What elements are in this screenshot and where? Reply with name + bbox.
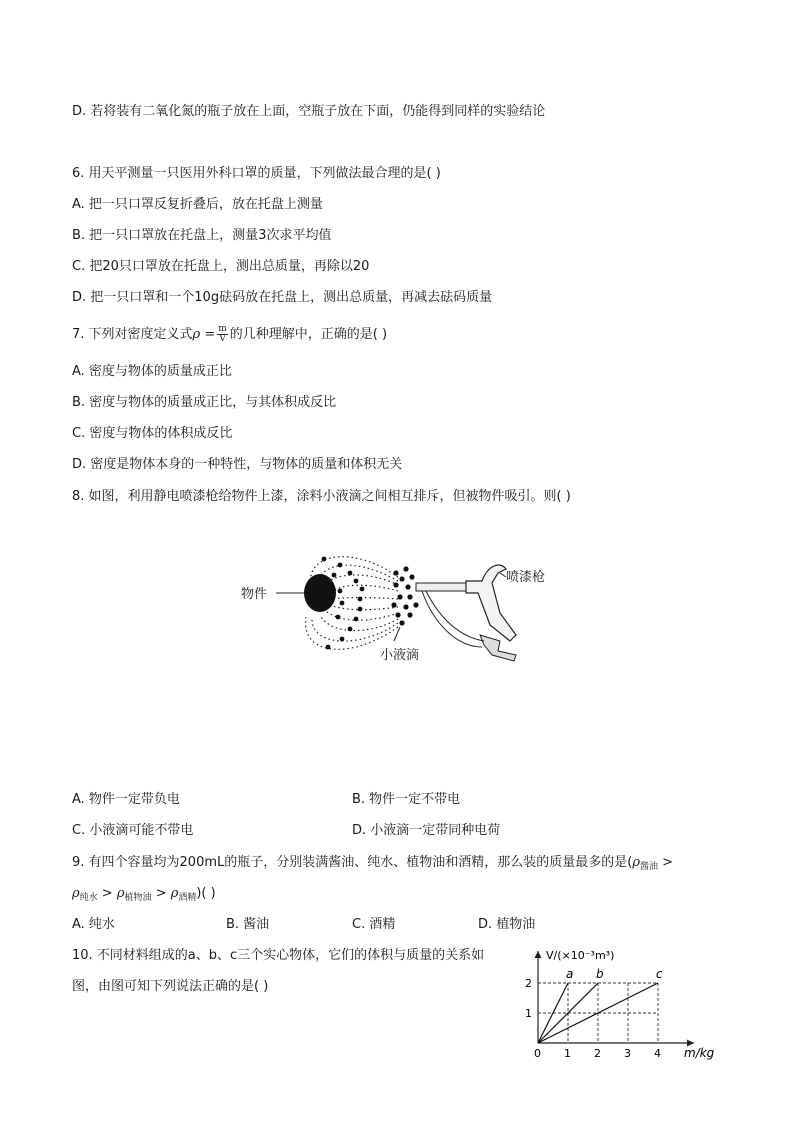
x-tick-0: 0 xyxy=(534,1047,541,1060)
q9-rho-alcohol: ρ xyxy=(170,886,179,901)
q6-option-c: C. 把20只口罩放在托盘上，测出总质量，再除以20 xyxy=(72,259,370,274)
q7-stem-prefix: 7. 下列对密度定义式 xyxy=(72,327,193,342)
q6-stem: 6. 用天平测量一只医用外科口罩的质量，下列做法最合理的是( ) xyxy=(72,166,441,181)
q7-option-a: A. 密度与物体的质量成正比 xyxy=(72,364,232,379)
x-tick-4: 4 xyxy=(654,1047,661,1060)
q9-rho-soy: ρ xyxy=(632,855,640,870)
q5-option-d: D. 若将装有二氧化氮的瓶子放在上面，空瓶子放在下面，仍能得到同样的实验结论 xyxy=(72,104,546,119)
q9-sub-veg: 植物油 xyxy=(124,893,152,903)
q9-stem-text: 9. 有四个容量均为200mL的瓶子，分别装满酱油、纯水、植物油和酒精，那么装的质量最多的是( xyxy=(72,855,633,870)
q9-rho-water: ρ xyxy=(72,886,80,901)
q9-option-c: C. 酒精 xyxy=(352,917,396,932)
y-tick-2: 2 xyxy=(525,977,532,990)
volume-mass-chart xyxy=(516,943,726,1063)
q9-sub-soy: 酱油 xyxy=(639,862,658,872)
q7-option-d: D. 密度是物体本身的一种特性，与物体的质量和体积无关 xyxy=(72,457,403,472)
droplet-cloud xyxy=(391,566,418,625)
spray-gun xyxy=(416,565,516,661)
label-droplet: 小液滴 xyxy=(380,648,420,663)
q8-option-c: C. 小液滴可能不带电 xyxy=(72,823,194,838)
q7-formula-denominator: V xyxy=(219,334,226,344)
q6-option-d: D. 把一只口罩和一个10g砝码放在托盘上，测出总质量，再减去砝码质量 xyxy=(72,290,493,305)
series-label-a: a xyxy=(566,967,574,981)
q8-option-d: D. 小液滴一定带同种电荷 xyxy=(352,823,501,838)
q9-option-b: B. 酱油 xyxy=(226,917,270,932)
series-lines xyxy=(538,967,663,1043)
q7-stem xyxy=(72,325,387,344)
y-tick-1: 1 xyxy=(525,1007,532,1020)
q6-option-a: A. 把一只口罩反复折叠后，放在托盘上测量 xyxy=(72,197,323,212)
series-label-b: b xyxy=(596,967,604,981)
q9-rho-veg: ρ xyxy=(116,886,125,901)
q9-gt-1: > xyxy=(658,855,674,870)
q7-formula-numerator: m xyxy=(218,324,227,334)
x-tick-3: 3 xyxy=(624,1047,631,1060)
label-spray-gun: 喷漆枪 xyxy=(506,570,546,585)
q10-stem-line2: 图，由图可知下列说法正确的是( ) xyxy=(72,979,269,994)
q9-stem-line2 xyxy=(72,885,216,907)
q8-option-a: A. 物件一定带负电 xyxy=(72,792,180,807)
q9-close: )( ) xyxy=(196,886,216,901)
q6-option-b: B. 把一只口罩放在托盘上，测量3次求平均值 xyxy=(72,228,332,243)
q9-gt-3: > xyxy=(151,886,171,901)
y-axis-label: V/(×10⁻³m³) xyxy=(546,949,615,962)
object-body xyxy=(304,574,336,612)
tick-labels xyxy=(525,977,661,1060)
q9-gt-2: > xyxy=(97,886,117,901)
q7-option-c: C. 密度与物体的体积成反比 xyxy=(72,426,233,441)
label-object: 物件 xyxy=(241,587,268,602)
q8-stem: 8. 如图，利用静电喷漆枪给物件上漆，涂料小液滴之间相互排斥，但被物件吸引。则( ) xyxy=(72,489,571,504)
q9-option-d: D. 植物油 xyxy=(478,917,536,932)
x-tick-2: 2 xyxy=(594,1047,601,1060)
q7-formula-fraction xyxy=(217,325,228,344)
q7-stem-suffix: 的几种理解中，正确的是( ) xyxy=(229,327,388,342)
q9-option-a: A. 纯水 xyxy=(72,917,115,932)
q8-option-b: B. 物件一定不带电 xyxy=(352,792,461,807)
x-axis-label: m/kg xyxy=(684,1046,715,1060)
q10-stem-line1: 10. 不同材料组成的a、b、c三个实心物体，它们的体积与质量的关系如 xyxy=(72,948,485,963)
q7-formula-lhs: ρ = xyxy=(192,327,216,342)
x-tick-1: 1 xyxy=(564,1047,571,1060)
q7-option-b: B. 密度与物体的质量成正比，与其体积成反比 xyxy=(72,395,337,410)
q9-sub-alcohol: 酒精 xyxy=(178,893,197,903)
droplet-leader-line xyxy=(394,627,400,641)
q9-stem-line1 xyxy=(72,854,673,876)
q9-sub-water: 纯水 xyxy=(79,893,98,903)
series-label-c: c xyxy=(656,967,663,981)
